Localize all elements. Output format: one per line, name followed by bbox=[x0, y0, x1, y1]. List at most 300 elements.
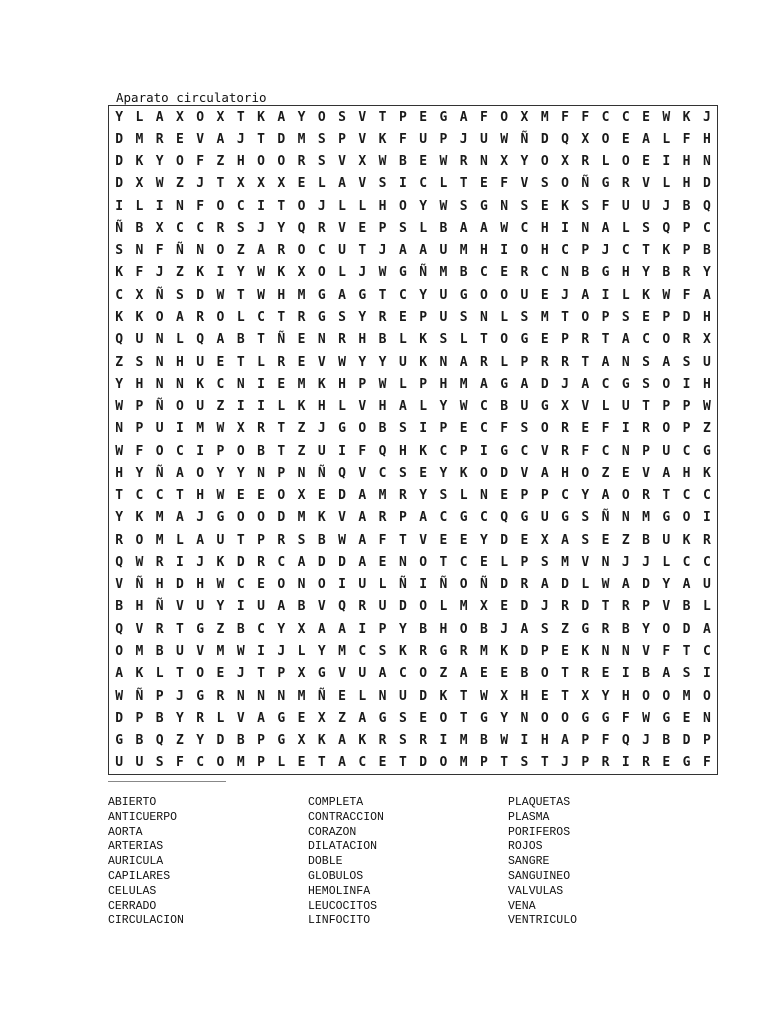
grid-letter: A bbox=[358, 554, 367, 570]
grid-letter: F bbox=[682, 131, 691, 147]
grid-letter: R bbox=[216, 688, 225, 704]
grid-letter: D bbox=[520, 644, 529, 660]
word-item: CORAZON bbox=[308, 825, 357, 839]
grid-letter: S bbox=[439, 332, 448, 348]
grid-letter: D bbox=[115, 131, 124, 147]
grid-letter: I bbox=[419, 421, 428, 437]
grid-letter: O bbox=[682, 510, 691, 526]
grid-letter: M bbox=[297, 376, 306, 392]
grid-letter: X bbox=[297, 733, 306, 749]
grid-letter: W bbox=[338, 354, 346, 370]
grid-letter: P bbox=[682, 421, 691, 437]
grid-letter: X bbox=[216, 109, 225, 125]
grid-letter: G bbox=[398, 265, 407, 281]
grid-letter: R bbox=[257, 554, 265, 570]
grid-letter: J bbox=[236, 131, 245, 147]
grid-letter: U bbox=[540, 510, 549, 526]
grid-letter: R bbox=[561, 599, 569, 615]
grid-letter: N bbox=[581, 220, 590, 236]
grid-letter: C bbox=[257, 310, 265, 326]
grid-letter: G bbox=[662, 510, 671, 526]
grid-letter: C bbox=[480, 510, 488, 526]
grid-letter: E bbox=[419, 465, 428, 481]
grid-letter: Z bbox=[176, 176, 184, 192]
grid-letter: R bbox=[561, 421, 569, 437]
grid-letter: S bbox=[520, 755, 529, 771]
grid-letter: U bbox=[702, 354, 711, 370]
grid-letter: I bbox=[216, 265, 225, 281]
grid-letter: R bbox=[621, 176, 630, 192]
grid-letter: Ñ bbox=[317, 688, 326, 704]
grid-letter: A bbox=[155, 109, 164, 125]
grid-letter: J bbox=[196, 176, 205, 192]
grid-letter: A bbox=[277, 109, 286, 125]
grid-letter: Ñ bbox=[135, 688, 144, 704]
grid-letter: U bbox=[398, 354, 407, 370]
grid-letter: O bbox=[561, 710, 569, 726]
grid-letter: C bbox=[702, 644, 711, 660]
grid-letter: U bbox=[662, 532, 671, 548]
grid-letter: A bbox=[662, 465, 671, 481]
grid-letter: P bbox=[277, 465, 286, 481]
divider bbox=[108, 781, 226, 782]
grid-letter: R bbox=[419, 644, 428, 660]
grid-letter: T bbox=[277, 421, 286, 437]
grid-letter: U bbox=[702, 577, 711, 593]
grid-letter: K bbox=[115, 265, 124, 281]
grid-letter: I bbox=[621, 755, 630, 771]
grid-letter: A bbox=[338, 176, 346, 192]
grid-letter: O bbox=[398, 198, 407, 214]
grid-letter: W bbox=[236, 644, 245, 660]
grid-letter: U bbox=[135, 755, 144, 771]
grid-letter: X bbox=[297, 488, 306, 504]
grid-letter: E bbox=[601, 532, 610, 548]
grid-letter: J bbox=[196, 510, 205, 526]
grid-letter: O bbox=[459, 621, 468, 637]
grid-letter: Y bbox=[662, 577, 671, 593]
grid-letter: B bbox=[378, 421, 387, 437]
grid-letter: Ñ bbox=[439, 577, 448, 593]
grid-letter: G bbox=[459, 510, 468, 526]
grid-letter: D bbox=[338, 554, 346, 570]
grid-letter: R bbox=[601, 755, 610, 771]
grid-letter: O bbox=[196, 666, 205, 682]
grid-letter: C bbox=[196, 220, 205, 236]
grid-letter: P bbox=[398, 510, 407, 526]
grid-letter: A bbox=[358, 710, 367, 726]
grid-letter: I bbox=[682, 376, 691, 392]
grid-letter: F bbox=[135, 265, 144, 281]
grid-letter: U bbox=[358, 666, 367, 682]
grid-letter: Z bbox=[338, 710, 346, 726]
grid-letter: R bbox=[196, 710, 205, 726]
grid-letter: R bbox=[358, 599, 367, 615]
grid-letter: E bbox=[398, 310, 407, 326]
grid-letter: K bbox=[135, 510, 144, 526]
grid-letter: A bbox=[682, 577, 691, 593]
grid-letter: R bbox=[277, 532, 286, 548]
grid-letter: E bbox=[642, 154, 650, 170]
grid-letter: R bbox=[642, 488, 650, 504]
grid-letter: E bbox=[642, 109, 650, 125]
grid-letter: R bbox=[642, 421, 650, 437]
grid-letter: C bbox=[176, 443, 184, 459]
grid-letter: S bbox=[581, 198, 590, 214]
grid-letter: S bbox=[398, 220, 407, 236]
grid-letter: L bbox=[277, 399, 286, 415]
grid-letter: Ñ bbox=[176, 243, 184, 259]
grid-letter: O bbox=[176, 399, 184, 415]
grid-letter: A bbox=[176, 510, 184, 526]
grid-letter: U bbox=[196, 599, 205, 615]
grid-letter: Ñ bbox=[277, 332, 286, 348]
grid-letter: L bbox=[662, 131, 671, 147]
grid-letter: Ñ bbox=[155, 287, 164, 303]
grid-letter: R bbox=[601, 621, 610, 637]
grid-letter: H bbox=[378, 399, 387, 415]
grid-letter: O bbox=[297, 243, 306, 259]
grid-letter: E bbox=[621, 465, 630, 481]
grid-letter: C bbox=[378, 465, 387, 481]
grid-letter: O bbox=[520, 243, 529, 259]
grid-letter: G bbox=[480, 710, 488, 726]
grid-letter: T bbox=[236, 287, 245, 303]
grid-letter: C bbox=[398, 287, 407, 303]
grid-letter: R bbox=[155, 554, 164, 570]
grid-letter: G bbox=[439, 644, 448, 660]
grid-letter: J bbox=[702, 109, 711, 125]
grid-letter: X bbox=[155, 220, 164, 236]
grid-letter: T bbox=[601, 332, 610, 348]
grid-letter: H bbox=[358, 332, 367, 348]
word-item: PORIFEROS bbox=[508, 825, 571, 839]
grid-letter: O bbox=[419, 666, 428, 682]
grid-letter: A bbox=[662, 354, 671, 370]
grid-letter: O bbox=[196, 109, 205, 125]
grid-letter: P bbox=[378, 220, 387, 236]
grid-letter: O bbox=[540, 154, 549, 170]
grid-letter: L bbox=[459, 332, 468, 348]
word-item: CERRADO bbox=[108, 899, 157, 913]
grid-letter: C bbox=[135, 488, 144, 504]
word-item: LEUCOCITOS bbox=[308, 899, 378, 913]
grid-letter: K bbox=[358, 733, 367, 749]
grid-letter: X bbox=[297, 265, 306, 281]
grid-letter: X bbox=[500, 154, 509, 170]
grid-letter: Ñ bbox=[419, 265, 428, 281]
grid-letter: P bbox=[439, 421, 448, 437]
grid-letter: A bbox=[621, 577, 630, 593]
grid-letter: X bbox=[236, 421, 245, 437]
grid-letter: O bbox=[500, 287, 509, 303]
grid-letter: W bbox=[115, 443, 124, 459]
grid-letter: K bbox=[662, 243, 671, 259]
grid-letter: H bbox=[682, 176, 691, 192]
grid-letter: C bbox=[419, 176, 428, 192]
grid-letter: P bbox=[155, 688, 164, 704]
grid-letter: P bbox=[540, 488, 549, 504]
grid-letter: O bbox=[621, 154, 630, 170]
grid-letter: X bbox=[257, 176, 265, 192]
grid-letter: B bbox=[378, 332, 387, 348]
grid-letter: X bbox=[135, 287, 144, 303]
grid-letter: K bbox=[500, 644, 509, 660]
grid-letter: Q bbox=[115, 621, 124, 637]
grid-letter: R bbox=[581, 666, 590, 682]
grid-letter: Y bbox=[216, 599, 225, 615]
grid-letter: P bbox=[682, 243, 691, 259]
grid-letter: O bbox=[540, 666, 549, 682]
grid-letter: K bbox=[216, 554, 225, 570]
grid-letter: X bbox=[358, 154, 367, 170]
grid-letter: U bbox=[439, 310, 448, 326]
word-item: ROJOS bbox=[508, 840, 543, 854]
grid-letter: B bbox=[662, 733, 671, 749]
grid-letter: N bbox=[155, 332, 164, 348]
grid-letter: V bbox=[358, 399, 367, 415]
grid-letter: O bbox=[702, 688, 711, 704]
grid-letter: L bbox=[338, 265, 346, 281]
grid-letter: O bbox=[155, 443, 164, 459]
grid-letter: N bbox=[702, 710, 711, 726]
grid-letter: V bbox=[581, 399, 590, 415]
grid-letter: Y bbox=[581, 488, 590, 504]
grid-letter: E bbox=[297, 710, 306, 726]
grid-letter: M bbox=[297, 131, 306, 147]
grid-letter: M bbox=[338, 644, 346, 660]
grid-letter: E bbox=[378, 755, 387, 771]
grid-letter: B bbox=[702, 243, 711, 259]
grid-letter: Y bbox=[115, 510, 124, 526]
grid-letter: D bbox=[500, 532, 509, 548]
grid-letter: Z bbox=[176, 265, 184, 281]
grid-letter: O bbox=[297, 198, 306, 214]
grid-letter: O bbox=[601, 131, 610, 147]
grid-letter: K bbox=[135, 666, 144, 682]
grid-letter: C bbox=[702, 220, 711, 236]
grid-letter: S bbox=[642, 220, 650, 236]
word-item: LINFOCITO bbox=[308, 914, 371, 928]
grid-letter: X bbox=[236, 176, 245, 192]
grid-letter: F bbox=[135, 443, 144, 459]
grid-letter: E bbox=[338, 688, 346, 704]
grid-letter: I bbox=[115, 198, 124, 214]
grid-letter: A bbox=[317, 621, 326, 637]
grid-letter: F bbox=[500, 176, 509, 192]
grid-letter: Q bbox=[338, 599, 346, 615]
grid-letter: U bbox=[520, 287, 529, 303]
grid-letter: A bbox=[581, 287, 590, 303]
grid-letter: H bbox=[439, 621, 448, 637]
grid-letter: D bbox=[642, 577, 650, 593]
grid-letter: L bbox=[621, 287, 630, 303]
grid-letter: S bbox=[540, 554, 549, 570]
grid-letter: X bbox=[135, 176, 144, 192]
grid-letter: C bbox=[520, 220, 529, 236]
grid-letter: W bbox=[480, 688, 488, 704]
grid-letter: E bbox=[459, 421, 468, 437]
grid-letter: E bbox=[419, 154, 428, 170]
grid-letter: M bbox=[378, 488, 387, 504]
grid-letter: I bbox=[358, 621, 367, 637]
grid-letter: G bbox=[520, 510, 529, 526]
grid-letter: K bbox=[196, 265, 205, 281]
grid-letter: Z bbox=[176, 733, 184, 749]
grid-letter: R bbox=[540, 354, 549, 370]
grid-letter: F bbox=[601, 421, 610, 437]
grid-letter: F bbox=[662, 644, 671, 660]
word-list-column-2 bbox=[308, 796, 508, 929]
grid-letter: A bbox=[561, 532, 569, 548]
grid-letter: J bbox=[155, 265, 164, 281]
word-item: GLOBULOS bbox=[308, 869, 364, 883]
grid-letter: J bbox=[642, 554, 650, 570]
grid-letter: Y bbox=[480, 532, 488, 548]
grid-letter: J bbox=[236, 666, 245, 682]
grid-letter: N bbox=[500, 198, 509, 214]
grid-letter: O bbox=[317, 109, 326, 125]
grid-letter: T bbox=[176, 488, 184, 504]
grid-letter: W bbox=[135, 554, 144, 570]
grid-letter: M bbox=[439, 265, 448, 281]
grid-letter: S bbox=[338, 310, 346, 326]
grid-letter: A bbox=[176, 465, 184, 481]
grid-letter: P bbox=[581, 733, 590, 749]
grid-letter: B bbox=[236, 621, 245, 637]
grid-letter: V bbox=[642, 465, 650, 481]
grid-letter: R bbox=[338, 332, 346, 348]
grid-letter: U bbox=[480, 131, 488, 147]
grid-letter: A bbox=[378, 666, 387, 682]
grid-letter: G bbox=[480, 198, 488, 214]
grid-letter: F bbox=[581, 443, 590, 459]
grid-letter: N bbox=[115, 421, 124, 437]
grid-letter: A bbox=[702, 287, 711, 303]
grid-letter: I bbox=[398, 176, 407, 192]
grid-letter: K bbox=[419, 354, 428, 370]
grid-letter: Z bbox=[216, 154, 225, 170]
grid-letter: N bbox=[520, 710, 529, 726]
grid-letter: K bbox=[419, 443, 428, 459]
grid-letter: H bbox=[439, 376, 448, 392]
grid-letter: H bbox=[561, 465, 569, 481]
grid-letter: X bbox=[520, 109, 529, 125]
grid-letter: B bbox=[135, 220, 144, 236]
grid-letter: H bbox=[176, 354, 184, 370]
grid-letter: K bbox=[378, 131, 387, 147]
grid-letter: R bbox=[702, 532, 711, 548]
grid-letter: T bbox=[642, 243, 650, 259]
grid-letter: C bbox=[561, 488, 569, 504]
grid-letter: J bbox=[317, 198, 326, 214]
grid-letter: O bbox=[419, 554, 428, 570]
grid-letter: P bbox=[135, 710, 144, 726]
grid-letter: X bbox=[540, 532, 549, 548]
grid-letter: D bbox=[115, 176, 124, 192]
grid-letter: K bbox=[135, 310, 144, 326]
grid-letter: H bbox=[520, 688, 529, 704]
grid-letter: A bbox=[459, 354, 468, 370]
grid-letter: C bbox=[682, 443, 691, 459]
grid-letter: X bbox=[581, 688, 590, 704]
grid-letter: T bbox=[176, 621, 184, 637]
grid-letter: L bbox=[601, 154, 610, 170]
grid-letter: L bbox=[317, 176, 326, 192]
grid-letter: S bbox=[338, 109, 346, 125]
grid-letter: E bbox=[480, 666, 488, 682]
word-item: DOBLE bbox=[308, 855, 343, 869]
grid-letter: C bbox=[236, 198, 245, 214]
grid-letter: K bbox=[135, 154, 144, 170]
grid-letter: L bbox=[398, 332, 407, 348]
grid-letter: R bbox=[561, 443, 569, 459]
grid-letter: U bbox=[338, 243, 346, 259]
grid-letter: S bbox=[297, 532, 306, 548]
grid-letter: R bbox=[480, 354, 488, 370]
grid-letter: T bbox=[216, 176, 225, 192]
grid-letter: V bbox=[520, 176, 529, 192]
grid-letter: Ñ bbox=[155, 399, 164, 415]
grid-letter: K bbox=[297, 399, 306, 415]
grid-letter: A bbox=[540, 465, 549, 481]
grid-letter: H bbox=[702, 376, 711, 392]
grid-letter: H bbox=[115, 465, 124, 481]
grid-letter: R bbox=[642, 755, 650, 771]
grid-letter: Ñ bbox=[317, 465, 326, 481]
grid-letter: O bbox=[500, 109, 509, 125]
grid-letter: U bbox=[621, 399, 630, 415]
grid-letter: P bbox=[642, 443, 650, 459]
grid-letter: B bbox=[682, 599, 691, 615]
grid-letter: F bbox=[702, 755, 711, 771]
grid-letter: M bbox=[459, 376, 468, 392]
grid-letter: D bbox=[561, 577, 569, 593]
grid-letter: W bbox=[500, 131, 509, 147]
grid-letter: R bbox=[561, 354, 569, 370]
grid-letter: G bbox=[277, 710, 286, 726]
grid-letter: W bbox=[500, 733, 509, 749]
grid-letter: L bbox=[338, 198, 346, 214]
grid-letter: A bbox=[702, 621, 711, 637]
grid-letter: L bbox=[662, 176, 671, 192]
grid-letter: T bbox=[115, 488, 124, 504]
grid-letter: L bbox=[236, 310, 245, 326]
grid-letter: Q bbox=[115, 554, 124, 570]
grid-letter: Y bbox=[601, 688, 610, 704]
grid-letter: W bbox=[216, 287, 225, 303]
grid-letter: Ñ bbox=[115, 220, 124, 236]
grid-letter: L bbox=[419, 220, 428, 236]
grid-letter: C bbox=[439, 510, 448, 526]
word-item: CIRCULACION bbox=[108, 914, 184, 928]
grid-letter: O bbox=[480, 465, 488, 481]
grid-letter: F bbox=[601, 733, 610, 749]
grid-letter: I bbox=[702, 510, 711, 526]
grid-letter: E bbox=[216, 354, 225, 370]
grid-letter: T bbox=[682, 644, 691, 660]
grid-letter: N bbox=[480, 488, 488, 504]
grid-letter: Ñ bbox=[155, 465, 164, 481]
grid-letter: S bbox=[621, 310, 630, 326]
grid-letter: O bbox=[236, 443, 245, 459]
grid-letter: C bbox=[480, 399, 488, 415]
grid-letter: Ñ bbox=[480, 577, 488, 593]
grid-letter: X bbox=[297, 666, 306, 682]
word-item: SANGRE bbox=[508, 855, 550, 869]
grid-letter: Y bbox=[378, 354, 387, 370]
grid-letter: Y bbox=[419, 287, 428, 303]
